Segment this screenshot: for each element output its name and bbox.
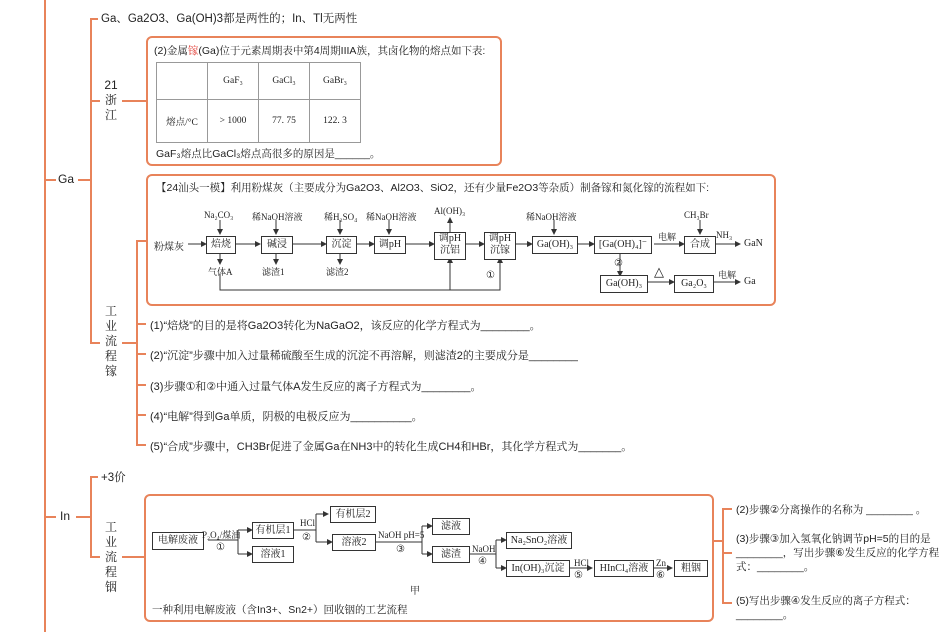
flow-step-al: 调pH 沉铝 (434, 232, 466, 260)
in-flow-inoh: In(OH)₃沉淀 (506, 560, 570, 577)
flow-step-synth: 合成 (684, 236, 716, 254)
halide-table (156, 62, 361, 143)
in-to-branch (76, 516, 90, 518)
in-q2-line (722, 552, 732, 554)
in-spine (90, 476, 92, 556)
gy-q5 (136, 444, 146, 446)
flow-end-gan: GaN (744, 238, 763, 249)
in-flow-a5-bot: ⑤ (574, 570, 583, 581)
card-st[interactable] (146, 174, 776, 306)
in-flow-a4-top: NaOH (472, 544, 496, 554)
in-flow-a6-top: Zn (656, 558, 666, 568)
flow-step-ga: 调pH 沉镓 (484, 232, 516, 260)
in-q-spine (722, 508, 724, 602)
flow-step-leach: 碱浸 (261, 236, 293, 254)
table-row (157, 100, 361, 143)
in-flow-a6-bot: ⑥ (656, 570, 665, 581)
gy-q1 (136, 323, 146, 325)
root-to-ga (44, 179, 56, 181)
branch-gy-in[interactable]: 工 业 流 程 铟 (104, 520, 117, 594)
card-zj-question: GaF₃熔点比GaCl₃熔点高很多的原因是______。 (156, 148, 381, 160)
ga-to-note (90, 18, 98, 20)
in-question-3[interactable]: (3)步骤③加入氢氧化钠调节pH=5的目的是________，写出步骤⑥发生反应的化学方程式：________。 (736, 533, 940, 573)
table-cell (157, 63, 208, 100)
card-st-title: 【24汕头一模】利用粉煤灰（主要成分为Ga2O3、Al2O3、SiO2，还有少量Fe2O3等杂质）制备镓和氮化镓的流程如下: (156, 182, 710, 194)
gy-q2 (136, 353, 146, 355)
flow-s11-arrow: 电解 (718, 270, 737, 280)
in-question-5[interactable]: (5)写出步骤④发生反应的离子方程式：________。 (736, 595, 916, 621)
in-flow-a1-bot: ① (216, 542, 225, 553)
flow-step-gaoh4: [Ga(OH)₄]⁻ (594, 236, 652, 254)
in-flow-hincl: HInCl₄溶液 (594, 560, 654, 577)
flow-s1-top: Na₂CO₃ (204, 210, 234, 220)
in-flow-a2-top: HCl (300, 518, 316, 528)
in-flow-crude: 粗铟 (674, 560, 708, 577)
in-flow-na2sno2: Na₂SnO₂溶液 (506, 532, 572, 549)
in-flow-a5-top: HCl (574, 558, 590, 568)
flow-s6-mark: ① (486, 270, 495, 281)
in-flow-a1-top: P₂O₄/煤油 (202, 530, 241, 540)
in-flow-aq1: 溶液1 (252, 546, 294, 563)
flow-step-gaoh3: Ga(OH)₃ (532, 236, 578, 254)
in-q3-line (722, 602, 732, 604)
in-flow-filtrate: 滤液 (432, 518, 470, 535)
in-q1-line (722, 508, 732, 510)
flow-s9-arrow: NH₃ (716, 230, 733, 240)
card-zj[interactable] (146, 36, 502, 166)
in-flow-residue: 滤渣 (432, 546, 470, 563)
ga-question-2[interactable]: (2)“沉淀”步骤中加入过量稀硫酸至生成的沉淀不再溶解，则滤渣2的主要成分是________ (150, 350, 578, 362)
flow-s8-mark: ② (614, 258, 623, 269)
root-to-in (44, 516, 56, 518)
in-flow-org1: 有机层1 (252, 522, 294, 539)
root-spine (44, 0, 46, 632)
in-flow-a3-bot: ③ (396, 544, 405, 555)
root-label-ga[interactable]: Ga (58, 172, 75, 186)
flow-s5-top: Al(OH)₃ (434, 206, 466, 216)
in-to-note (90, 476, 98, 478)
card-zj-title: (2)金属镓(Ga)位于元素周期表中第4周期IIIA族，其卤化物的熔点如下表: (154, 45, 486, 57)
in-gy-to-card (122, 556, 144, 558)
gy-q3 (136, 384, 146, 386)
flow-s8-arrow: 电解 (658, 232, 677, 242)
in-flow-start: 电解废液 (152, 532, 204, 550)
branch-gy-ga[interactable]: 工 业 流 程 镓 (104, 304, 117, 378)
table-row (157, 63, 361, 100)
table-cell: 熔点/°C (157, 100, 208, 143)
in-flow-a2-bot: ② (302, 532, 311, 543)
in-note[interactable]: +3价 (101, 472, 126, 484)
flow-s3-bot: 滤渣2 (326, 267, 349, 277)
ga-question-3[interactable]: (3)步骤①和②中通入过量气体A发生反应的离子方程式为________。 (150, 381, 482, 393)
ga-question-4[interactable]: (4)“电解”得到Ga单质，阴极的电极反应为__________。 (150, 411, 423, 423)
flow-s9-top: CH₃Br (684, 210, 709, 220)
table-cell: GaCl₃ (259, 63, 310, 100)
flow-step-ph: 调pH (374, 236, 406, 254)
flow-s4-top: 稀NaOH溶液 (366, 212, 417, 222)
table-cell: 122. 3 (310, 100, 361, 143)
flow-step-ga2o3: Ga₂O₃ (674, 275, 714, 293)
in-flow-a3-top: NaOH pH=5 (378, 530, 425, 540)
ga-spine (90, 18, 92, 343)
flow-s2-top: 稀NaOH溶液 (252, 212, 303, 222)
in-card-caption: 一种利用电解废液（含In3+、Sn2+）回收铟的工艺流程 (152, 604, 408, 616)
branch-zj[interactable]: 21 浙 江 (104, 78, 118, 122)
in-flow-a4-bot: ④ (478, 556, 487, 567)
ga-to-gy (90, 342, 100, 344)
flow-s3-top: 稀H₂SO₄ (324, 212, 358, 222)
ga-to-zj (90, 100, 100, 102)
card-in[interactable] (144, 494, 714, 622)
ga-to-branch (78, 179, 90, 181)
zj-to-card (122, 100, 146, 102)
flow-end-ga: Ga (744, 276, 756, 287)
ga-question-1[interactable]: (1)“焙烧”的目的是将Ga2O3转化为NaGaO2，该反应的化学方程式为________。 (150, 320, 541, 332)
flow-step-roast: 焙烧 (206, 236, 236, 254)
root-label-in[interactable]: In (60, 509, 71, 523)
flow-s10-arrow: △ (654, 264, 664, 279)
table-cell: GaBr₃ (310, 63, 361, 100)
flow-start: 粉煤灰 (154, 242, 184, 253)
table-cell: > 1000 (208, 100, 259, 143)
table-cell: 77. 75 (259, 100, 310, 143)
flow-s7-top: 稀NaOH溶液 (526, 212, 577, 222)
flow-step-precip: 沉淀 (326, 236, 357, 254)
gy-top (122, 342, 136, 344)
in-question-2[interactable]: (2)步骤②分离操作的名称为 ________ 。 (736, 504, 927, 516)
ga-note[interactable]: Ga、Ga2O3、Ga(OH)3都是两性的；In、Tl无两性 (101, 13, 358, 25)
in-to-gy (90, 556, 100, 558)
table-cell: GaF₃ (208, 63, 259, 100)
in-flow-org2: 有机层2 (330, 506, 376, 523)
in-flow-aq2: 溶液2 (332, 534, 376, 551)
flow-s1-bot: 气体A (208, 267, 233, 277)
ga-question-5[interactable]: (5)“合成”步骤中，CH3Br促进了金属Ga在NH3中的转化生成CH4和HBr，其化学方程式为_______。 (150, 441, 633, 453)
flow-s2-bot: 滤渣1 (262, 267, 285, 277)
in-fig-label: 甲 (410, 586, 420, 597)
flow-step-gaoh3b: Ga(OH)₃ (600, 275, 648, 293)
gy-q4 (136, 414, 146, 416)
gy-to-card (136, 240, 146, 242)
